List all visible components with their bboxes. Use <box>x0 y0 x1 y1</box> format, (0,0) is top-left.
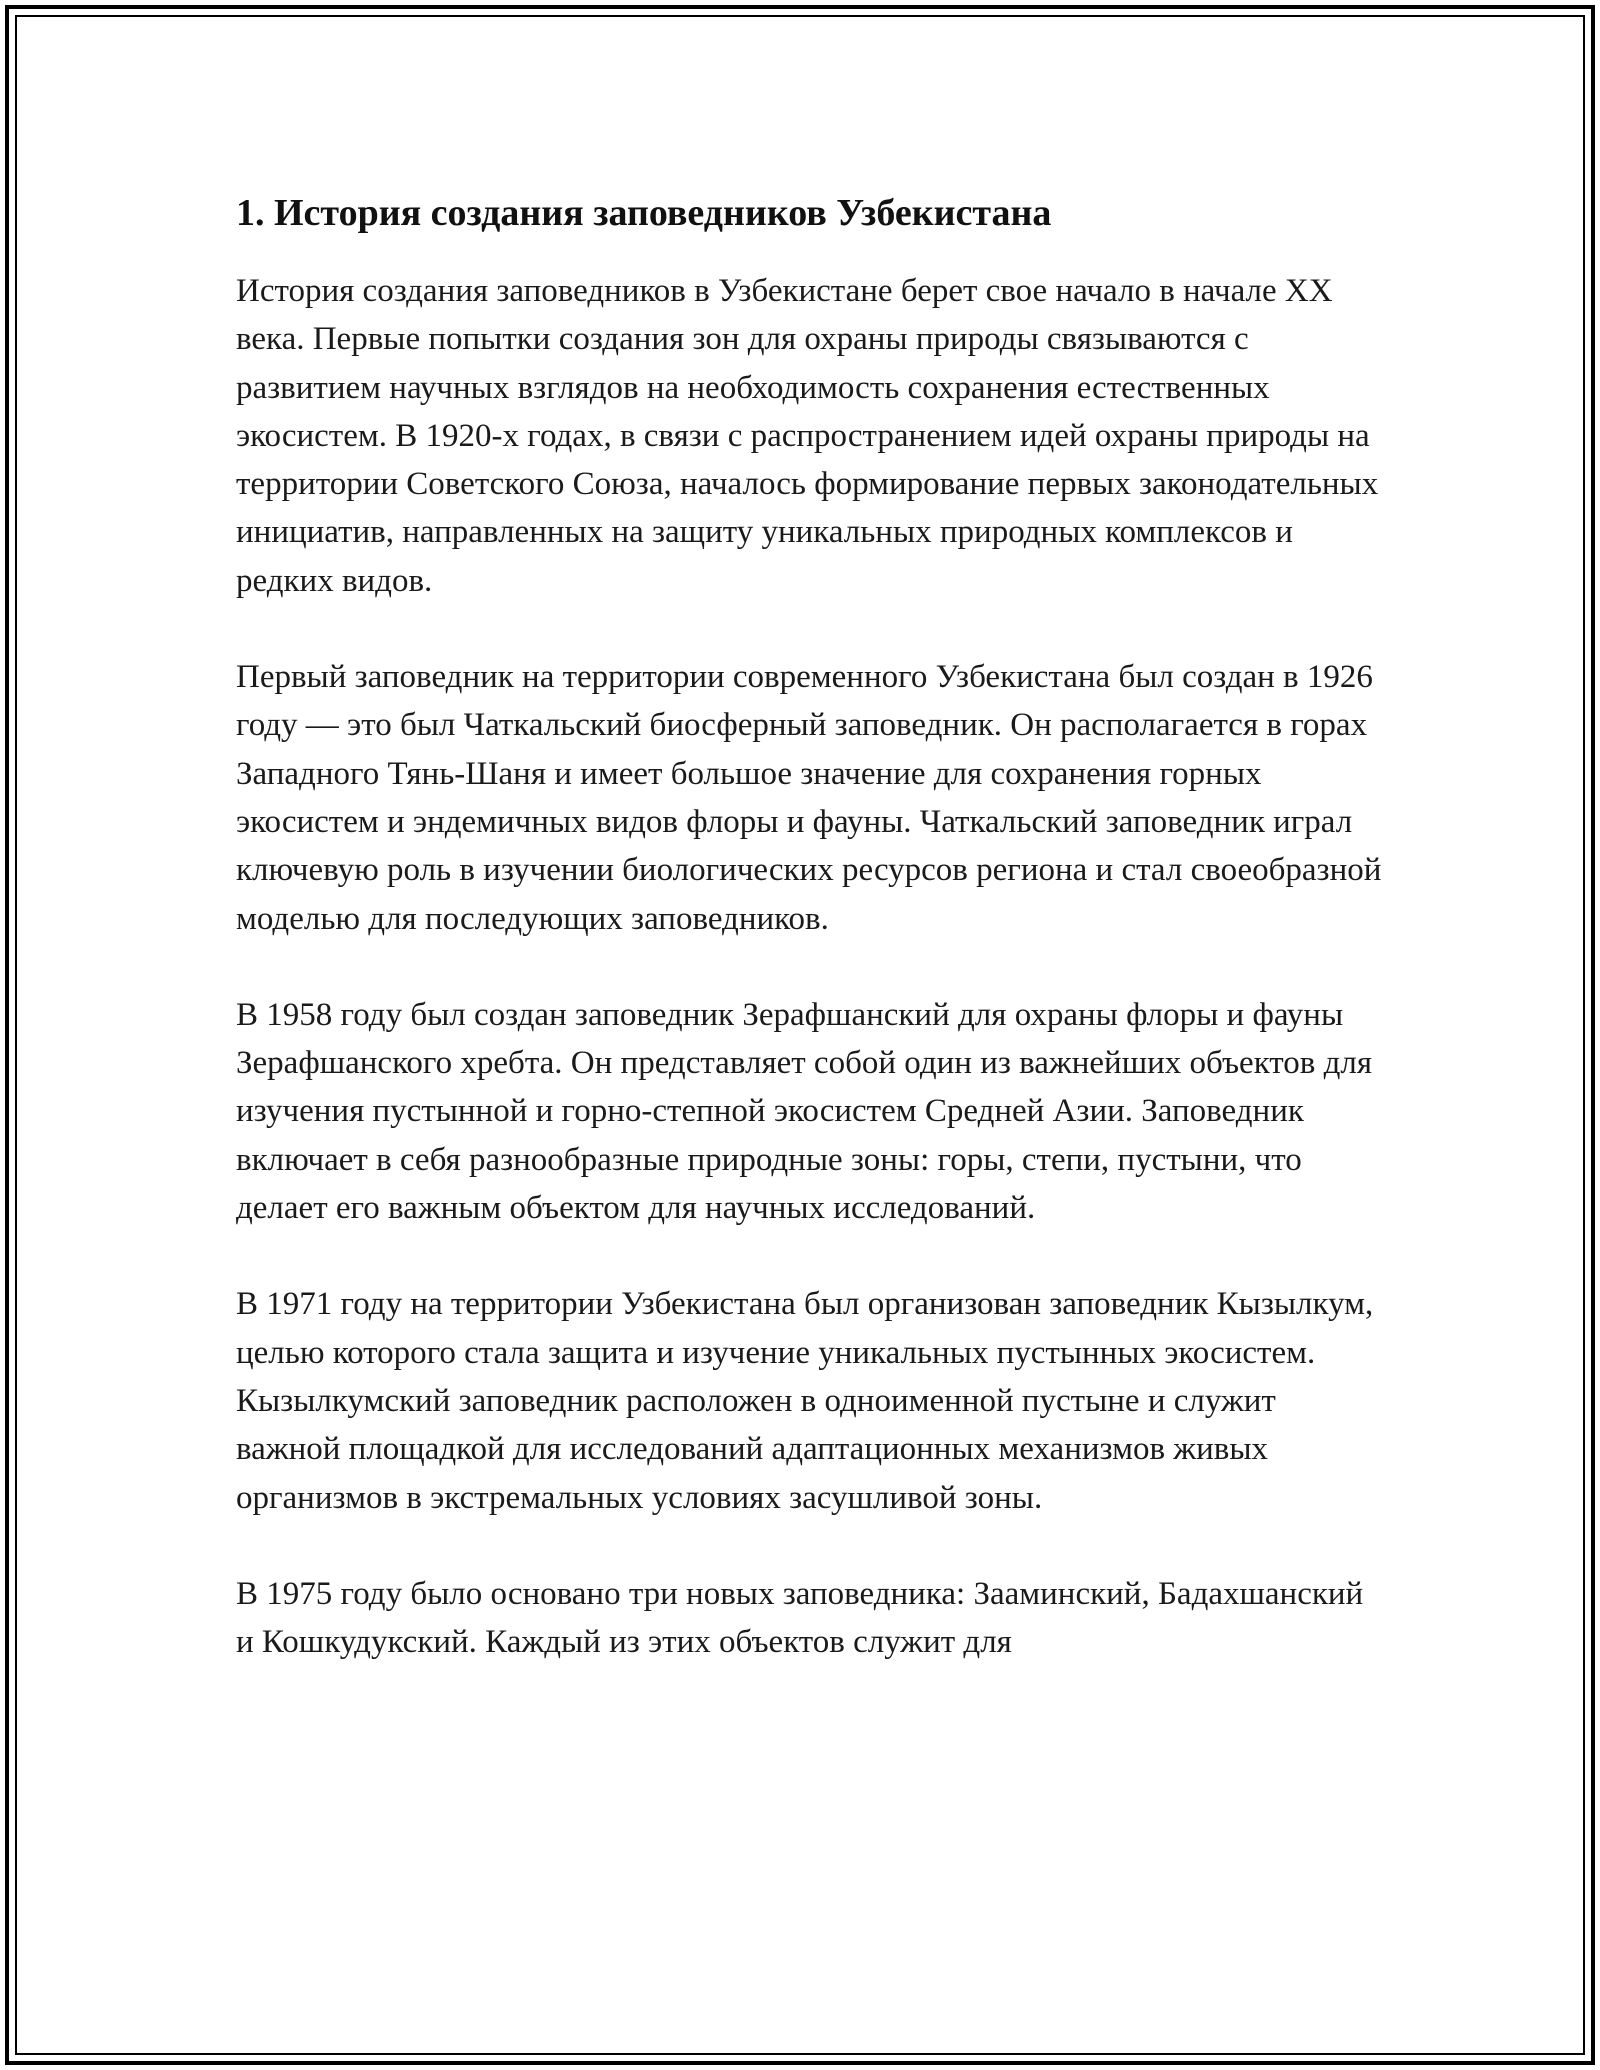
paragraph-kyzylkum-reserve: В 1971 году на территории Узбекистана был организован заповедник Кызылкум, целью которого стала защита и изучение уникальных пустынных экосистем. Кызылкумский заповедник расположен в одноименной пустыне и служит важной площадкой для исследований адаптационных механизмов живых организмов в экстремальных условиях засушливой зоны. <box>236 1286 1374 1516</box>
paragraph-zerafshan-reserve: В 1958 году был создан заповедник Зерафшанский для охраны флоры и фауны Зерафшанского хребта. Он представляет собой один из важнейших объектов для изучения пустынной и горно-степной экосистем Средней Азии. Заповедник включает в себя разнообразные природные зоны: горы, степи, пустыни, что делает его важным объектом для научных исследований. <box>236 996 1373 1227</box>
paragraph-history-intro: История создания заповедников в Узбекистане берет свое начало в начале XX века. Первые попытки создания зон для охраны природы связываются с развитием научных взглядов на необходимость сохранения естественных экосистем. В 1920-х годах, в связи с распространением идей охраны природы на территории Советского Союза, началось формирование первых законодательных инициатив, направленных на защиту уникальных природных комплексов и редких видов. <box>236 273 1379 599</box>
document-body <box>236 185 1386 1714</box>
section-heading: 1. История создания заповедников Узбекистана <box>236 192 1052 234</box>
paragraph-chatkal-reserve: Первый заповедник на территории современного Узбекистана был создан в 1926 году — это был Чаткальский биосферный заповедник. Он располагается в горах Западного Тянь-Шаня и имеет большое значение для сохранения горных экосистем и эндемичных видов флоры и фауны. Чаткальский заповедник играл ключевую роль в изучении биологических ресурсов региона и стал своеобразной моделью для последующих заповедников. <box>236 659 1382 937</box>
paragraph-1975-reserves: В 1975 году было основано три новых заповедника: Зааминский, Бадахшанский и Кошкудукский. Каждый из этих объектов служит для <box>236 1575 1364 1661</box>
